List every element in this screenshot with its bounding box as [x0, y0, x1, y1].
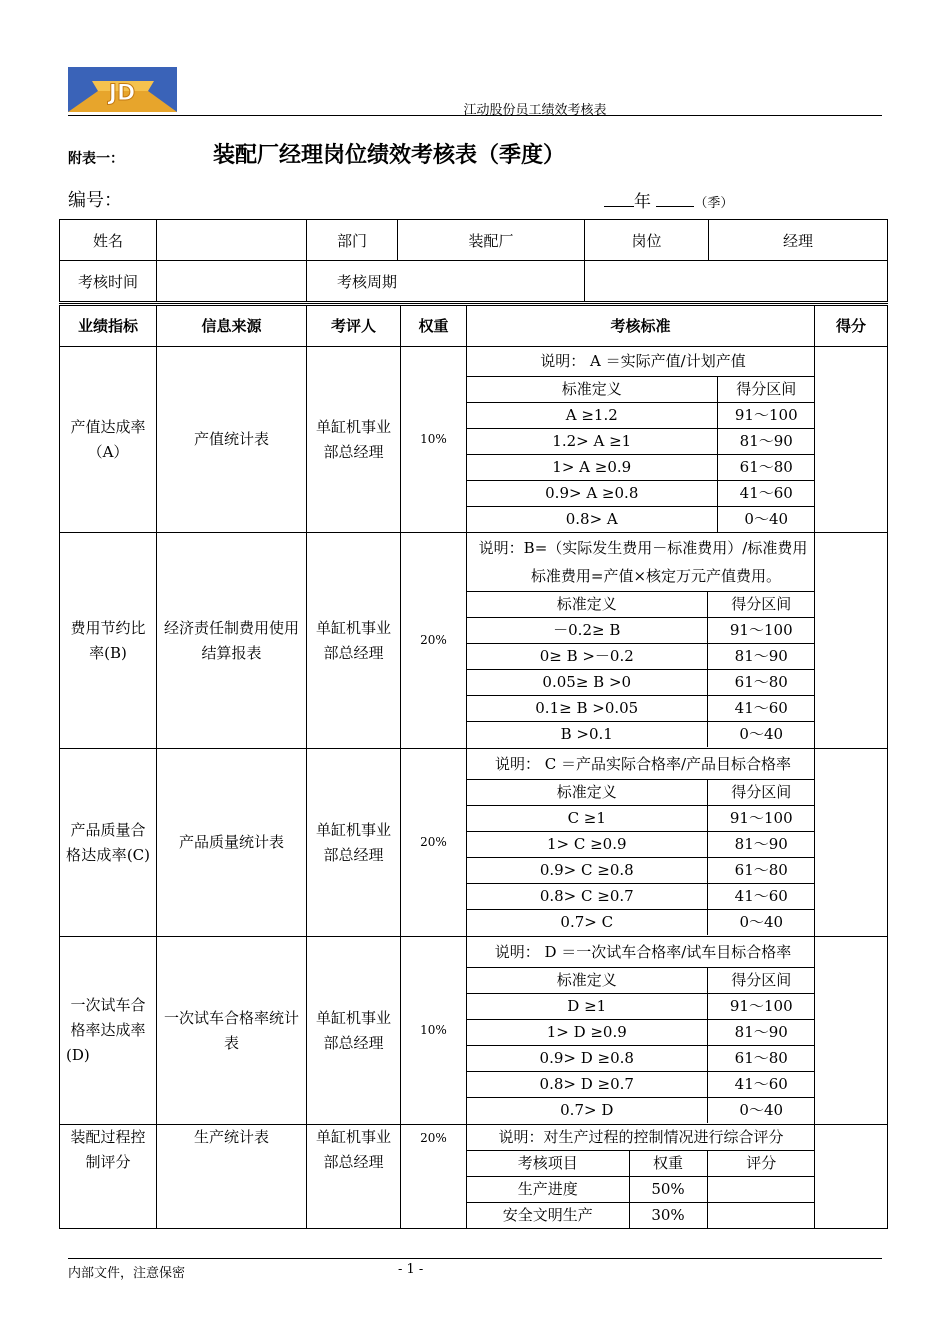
level-def: 1.2> A ≥1	[467, 429, 717, 455]
level-range: 0～40	[707, 1098, 815, 1124]
score-range-header: 得分区间	[707, 592, 815, 618]
info-source: 产品质量统计表	[157, 749, 307, 937]
criteria-note: 说明： D ＝一次试车合格率/试车目标合格率	[467, 937, 815, 968]
criteria-cell	[467, 1125, 815, 1229]
level-def: 1> D ≥0.9	[467, 1020, 707, 1046]
level-range: 81～90	[707, 1020, 815, 1046]
employee-info-table	[59, 219, 888, 302]
level-range: 0～40	[717, 507, 815, 533]
score-cell[interactable]	[815, 749, 888, 937]
score-range-header: 得分区间	[707, 780, 815, 806]
std-def-header: 标准定义	[467, 592, 707, 618]
criteria-cell	[467, 937, 815, 1125]
confidential-notice: 内部文件，注意保密	[68, 1266, 186, 1281]
std-def-header: 标准定义	[467, 377, 717, 403]
indicator-name: 产值达成率（A）	[60, 347, 157, 533]
col-indicator: 业绩指标	[60, 305, 157, 347]
score-range-header: 得分区间	[717, 377, 815, 403]
indicator-name: 一次试车合格率达成率(D)	[60, 937, 157, 1125]
criteria-note	[467, 533, 815, 592]
indicator-name: 费用节约比率(B)	[60, 533, 157, 749]
item-score[interactable]	[707, 1177, 815, 1203]
info-source: 一次试车合格率统计表	[157, 937, 307, 1125]
weight: 10%	[401, 347, 467, 533]
company-logo	[68, 67, 177, 112]
level-def: 1> A ≥0.9	[467, 455, 717, 481]
score-cell[interactable]	[815, 937, 888, 1125]
serial-number-label: 编号：	[68, 190, 122, 211]
kpi-row	[60, 347, 888, 533]
item-name: 安全文明生产	[467, 1203, 629, 1229]
name-label: 姓名	[60, 220, 157, 261]
criteria-cell	[467, 749, 815, 937]
col-evaluator: 考评人	[307, 305, 401, 347]
evaluator: 单缸机事业部总经理	[307, 533, 401, 749]
info-source: 经济责任制费用使用结算报表	[157, 533, 307, 749]
level-range: 91～100	[707, 806, 815, 832]
level-def: 0.9> A ≥0.8	[467, 481, 717, 507]
weight: 20%	[401, 749, 467, 937]
item-name: 生产进度	[467, 1177, 629, 1203]
post-label: 岗位	[585, 220, 709, 261]
std-def-header: 标准定义	[467, 968, 707, 994]
kpi-row	[60, 1125, 888, 1229]
col-score: 得分	[815, 305, 888, 347]
post-value[interactable]: 经理	[709, 220, 888, 261]
level-def: 0.7> C	[467, 910, 707, 936]
level-def: 1> C ≥0.9	[467, 832, 707, 858]
level-range: 91～100	[707, 618, 815, 644]
document-header-title: 江动股份员工绩效考核表	[463, 103, 607, 118]
quarter-blank[interactable]	[656, 192, 694, 207]
criteria-note-line2: 标准费用=产值×核定万元产值费用。	[530, 567, 782, 585]
level-def: 0.8> D ≥0.7	[467, 1072, 707, 1098]
level-range: 81～90	[707, 644, 815, 670]
review-period-value[interactable]	[585, 261, 888, 302]
level-def: C ≥1	[467, 806, 707, 832]
evaluator: 单缸机事业部总经理	[307, 1125, 401, 1229]
level-def: 0.8> A	[467, 507, 717, 533]
indicator-name: 装配过程控制评分	[60, 1125, 157, 1229]
dept-label: 部门	[307, 220, 398, 261]
level-def: 0.1≥ B >0.05	[467, 696, 707, 722]
level-def: 0.8> C ≥0.7	[467, 884, 707, 910]
review-time-value[interactable]	[157, 261, 307, 302]
evaluator: 单缸机事业部总经理	[307, 749, 401, 937]
dept-value[interactable]: 装配厂	[398, 220, 585, 261]
score-cell[interactable]	[815, 347, 888, 533]
kpi-table	[59, 303, 888, 1229]
info-source: 生产统计表	[157, 1125, 307, 1229]
level-range: 91～100	[707, 994, 815, 1020]
jd-logo-icon	[68, 67, 177, 112]
level-range: 41～60	[717, 481, 815, 507]
year-label: 年	[634, 192, 651, 212]
annex-label: 附表一：	[68, 151, 124, 167]
level-range: 41～60	[707, 696, 815, 722]
level-range: 41～60	[707, 884, 815, 910]
level-def: 0.9> D ≥0.8	[467, 1046, 707, 1072]
evaluator: 单缸机事业部总经理	[307, 937, 401, 1125]
review-time-label: 考核时间	[60, 261, 157, 302]
criteria-table	[467, 937, 815, 1123]
process-score-table	[467, 1125, 815, 1228]
svg-text:JD: JD	[108, 81, 136, 106]
criteria-note-line1: 说明：B=（实际发生费用－标准费用）/标准费用	[478, 539, 808, 557]
level-def: D ≥1	[467, 994, 707, 1020]
score-cell[interactable]	[815, 1125, 888, 1229]
level-def: A ≥1.2	[467, 403, 717, 429]
level-range: 61～80	[717, 455, 815, 481]
header-divider	[68, 115, 882, 116]
info-source: 产值统计表	[157, 347, 307, 533]
level-def: 0≥ B >－0.2	[467, 644, 707, 670]
kpi-row	[60, 749, 888, 937]
item-score[interactable]	[707, 1203, 815, 1229]
name-value[interactable]	[157, 220, 307, 261]
year-quarter-field	[604, 187, 733, 212]
level-range: 81～90	[717, 429, 815, 455]
score-cell[interactable]	[815, 533, 888, 749]
page-title: 装配厂经理岗位绩效考核表（季度）	[213, 142, 566, 168]
level-range: 81～90	[707, 832, 815, 858]
criteria-note: 说明： A ＝实际产值/计划产值	[467, 347, 815, 377]
weight: 10%	[401, 937, 467, 1125]
col-source: 信息来源	[157, 305, 307, 347]
item-score-header: 评分	[707, 1151, 815, 1177]
level-range: 41～60	[707, 1072, 815, 1098]
std-def-header: 标准定义	[467, 780, 707, 806]
criteria-note: 说明： C ＝产品实际合格率/产品目标合格率	[467, 749, 815, 780]
item-weight: 30%	[629, 1203, 707, 1229]
indicator-name: 产品质量合格达成率(C)	[60, 749, 157, 937]
evaluator: 单缸机事业部总经理	[307, 347, 401, 533]
level-range: 0～40	[707, 722, 815, 748]
level-def: －0.2≥ B	[467, 618, 707, 644]
review-period-label: 考核周期	[307, 261, 585, 302]
criteria-cell	[467, 533, 815, 749]
level-range: 61～80	[707, 858, 815, 884]
kpi-row	[60, 937, 888, 1125]
criteria-table	[467, 533, 815, 747]
kpi-row	[60, 533, 888, 749]
page-number: - 1 -	[398, 1262, 424, 1277]
level-def: B >0.1	[467, 722, 707, 748]
col-weight: 权重	[401, 305, 467, 347]
weight: 20%	[401, 1125, 467, 1229]
item-weight: 50%	[629, 1177, 707, 1203]
quarter-label: （季）	[694, 196, 734, 211]
col-criteria: 考核标准	[467, 305, 815, 347]
item-header: 考核项目	[467, 1151, 629, 1177]
level-def: 0.7> D	[467, 1098, 707, 1124]
level-def: 0.9> C ≥0.8	[467, 858, 707, 884]
weight: 20%	[401, 533, 467, 749]
level-range: 61～80	[707, 670, 815, 696]
footer-divider	[68, 1258, 882, 1259]
year-blank[interactable]	[604, 192, 634, 207]
criteria-table	[467, 749, 815, 935]
level-range: 91～100	[717, 403, 815, 429]
criteria-cell	[467, 347, 815, 533]
level-range: 0～40	[707, 910, 815, 936]
level-def: 0.05≥ B >0	[467, 670, 707, 696]
criteria-note: 说明：对生产过程的控制情况进行综合评分	[467, 1125, 815, 1151]
criteria-table	[467, 347, 815, 532]
level-range: 61～80	[707, 1046, 815, 1072]
score-range-header: 得分区间	[707, 968, 815, 994]
item-weight-header: 权重	[629, 1151, 707, 1177]
